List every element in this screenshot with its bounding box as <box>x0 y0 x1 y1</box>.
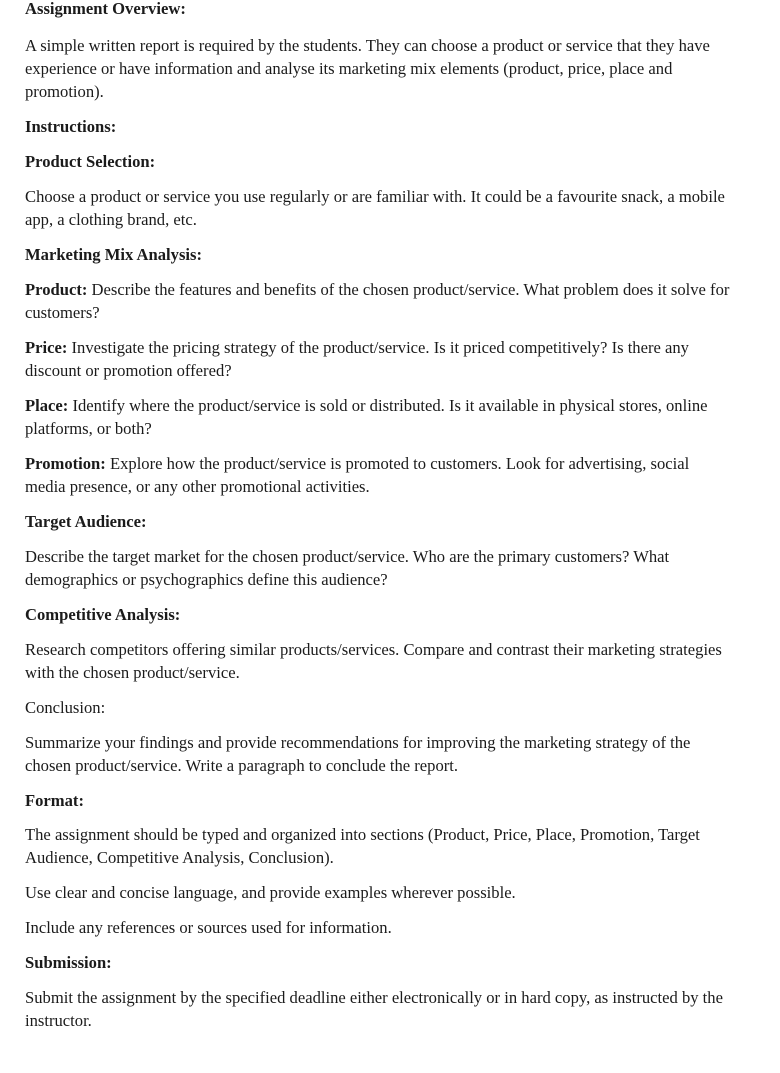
mix-item-text: Identify where the product/service is sold or distributed. Is it available in physical stores, online platforms, or both? <box>25 396 708 438</box>
competitive-analysis-heading: Competitive Analysis: <box>25 605 181 624</box>
marketing-mix-heading: Marketing Mix Analysis: <box>25 245 202 264</box>
mix-item-label: Promotion: <box>25 454 106 473</box>
product-selection-heading: Product Selection: <box>25 152 156 171</box>
conclusion-heading: Conclusion: <box>25 698 106 717</box>
instructions-heading: Instructions: <box>25 117 117 136</box>
format-text: The assignment should be typed and organized into sections (Product, Price, Place, Promotion, Target Audience, Competitive Analysis, Conclusion). <box>25 825 700 867</box>
format-heading: Format: <box>25 791 84 810</box>
mix-item-label: Place: <box>25 396 69 415</box>
submission-heading: Submission: <box>25 953 112 972</box>
overview-text: A simple written report is required by the students. They can choose a product or service that they have experience or have information and analyse its marketing mix elements (product, price, place and promotion). <box>25 36 710 101</box>
overview-heading: Assignment Overview: <box>25 0 186 18</box>
mix-item-label: Product: <box>25 280 88 299</box>
mix-item-promotion <box>25 452 730 498</box>
format-text-references: Include any references or sources used for information. <box>25 918 392 937</box>
format-text-language: Use clear and concise language, and provide examples wherever possible. <box>25 883 516 902</box>
mix-item-text: Investigate the pricing strategy of the product/service. Is it priced competitively? Is there any discount or promotion offered? <box>25 338 689 380</box>
mix-item-product <box>25 278 730 324</box>
target-audience-heading: Target Audience: <box>25 512 147 531</box>
competitive-analysis-text: Research competitors offering similar products/services. Compare and contrast their marketing strategies with the chosen product/service. <box>25 640 722 682</box>
conclusion-text: Summarize your findings and provide recommendations for improving the marketing strategy of the chosen product/service. Write a paragraph to conclude the report. <box>25 733 691 775</box>
mix-item-text: Explore how the product/service is promoted to customers. Look for advertising, social media presence, or any other promotional activities. <box>25 454 690 496</box>
mix-item-place <box>25 394 730 440</box>
mix-item-label: Price: <box>25 338 68 357</box>
product-selection-text: Choose a product or service you use regularly or are familiar with. It could be a favourite snack, a mobile app, a clothing brand, etc. <box>25 187 725 229</box>
submission-text: Submit the assignment by the specified deadline either electronically or in hard copy, as instructed by the instructor. <box>25 988 723 1030</box>
mix-item-price <box>25 336 730 382</box>
mix-item-text: Describe the features and benefits of the chosen product/service. What problem does it solve for customers? <box>25 280 730 322</box>
target-audience-text: Describe the target market for the chosen product/service. Who are the primary customers? What demographics or psychographics define this audience? <box>25 547 670 589</box>
